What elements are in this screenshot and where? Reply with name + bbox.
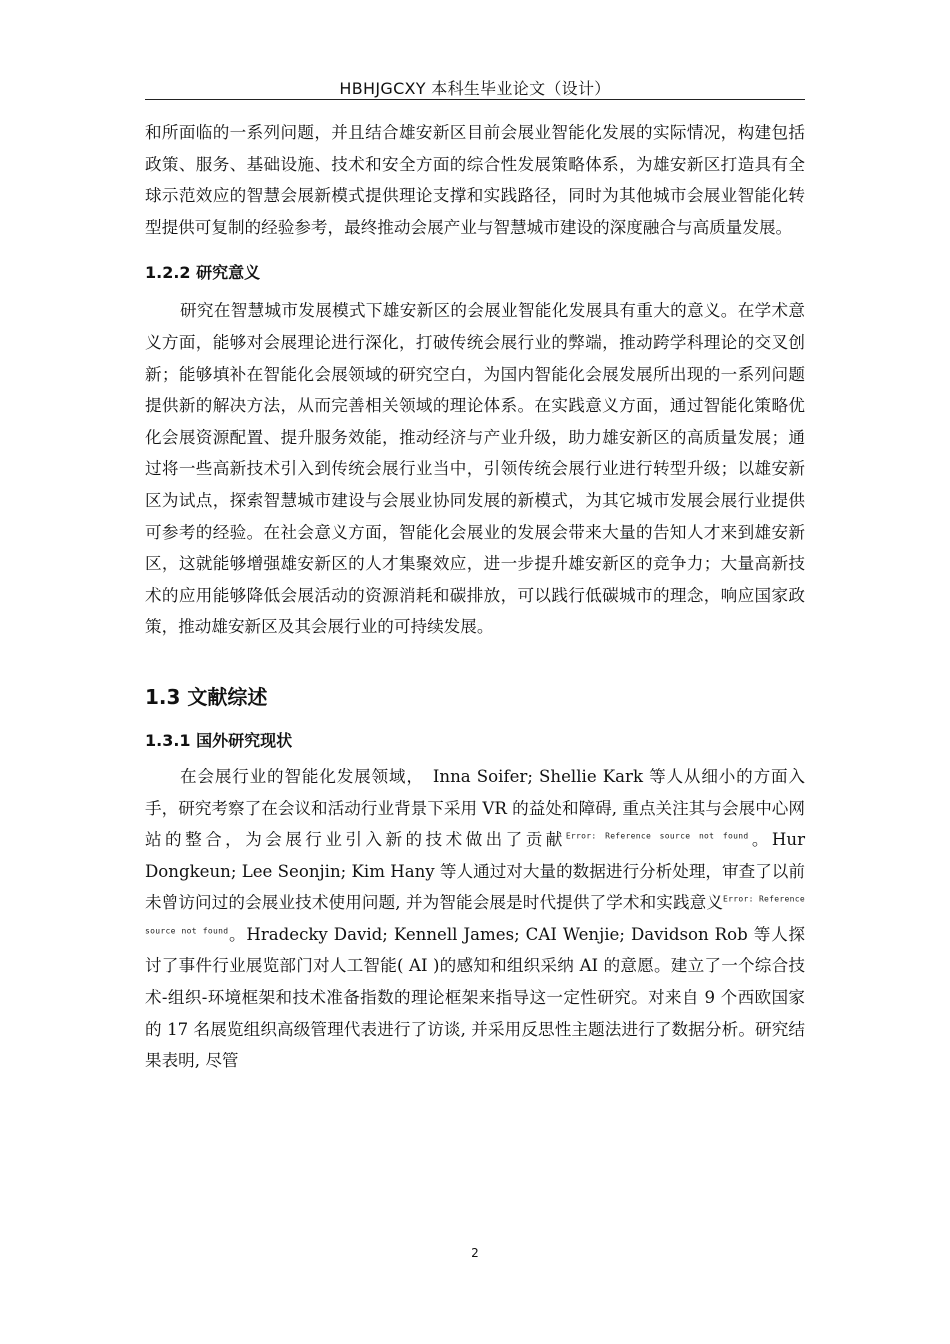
running-header: HBHJGCXY 本科生毕业论文（设计） — [339, 79, 611, 98]
page-body — [145, 117, 805, 1077]
foreign-research-paragraph — [145, 761, 805, 1077]
paragraph-text-part1: 在会展行业的智能化发展领域， Inna Soifer; Shellie Kark 等人从细小的方面入手，研究考察了在会议和活动行业背景下采用 VR 的益处和障碍, 重点关注其与会展中心网站的整合，为会展行业引入新的技术做出了贡献 — [145, 766, 805, 850]
section-heading-1-2-2: 1.2.2 研究意义 — [145, 263, 261, 283]
reference-error-1: Error: Reference source not found — [565, 831, 749, 841]
section-heading-1-3-1: 1.3.1 国外研究现状 — [145, 730, 293, 750]
header-rule — [145, 99, 805, 100]
paragraph-text-part2: 。Hur Dongkeun; Lee Seonjin; Kim Hany 等人通过对大量的数据进行分析处理，审查了以前未曾访问过的会展业技术使用问题, 并为智能会展是时代提供了学术和实践意义 — [145, 830, 806, 913]
section-heading-1-3: 1.3 文献综述 — [145, 684, 268, 709]
reference-error-2: Error: Reference source not found — [145, 894, 805, 936]
paragraph-text-part3: 。Hradecky David; Kennell James; CAI Wenjie; Davidson Rob 等人探讨了事件行业展览部门对人工智能( AI )的感知和组织采纳 AI 的意愿。建立了一个综合技术-组织-环境框架和技术准备指数的理论框架来指导这一定性研究。对来自 9 个西欧国家的 17 名展览组织高级管理代表进行了访谈, 并采用反思性主题法进行了数据分析。研究结果表明, 尽管 — [145, 924, 805, 1071]
research-significance-paragraph: 研究在智慧城市发展模式下雄安新区的会展业智能化发展具有重大的意义。在学术意义方面，能够对会展理论进行深化，打破传统会展行业的弊端，推动跨学科理论的交叉创新；能够填补在智能化会展领域的研究空白，为国内智能化会展发展所出现的一系列问题提供新的解决方法，从而完善相关领域的理论体系。在实践意义方面，通过智能化策略优化会展资源配置、提升服务效能，推动经济与产业升级，助力雄安新区的高质量发展；通过将一些高新技术引入到传统会展行业当中，引领传统会展行业进行转型升级；以雄安新区为试点，探索智慧城市建设与会展业协同发展的新模式，为其它城市发展会展行业提供可参考的经验。在社会意义方面，智能化会展业的发展会带来大量的告知人才来到雄安新区，这就能够增强雄安新区的人才集聚效应，进一步提升雄安新区的竞争力；大量高新技术的应用能够降低会展活动的资源消耗和碳排放，可以践行低碳城市的理念，响应国家政策，推动雄安新区及其会展行业的可持续发展。 — [145, 301, 805, 637]
intro-paragraph: 和所面临的一系列问题，并且结合雄安新区目前会展业智能化发展的实际情况，构建包括政策、服务、基础设施、技术和安全方面的综合性发展策略体系，为雄安新区打造具有全球示范效应的智慧会展新模式提供理论支撑和实践路径，同时为其他城市会展业智能化转型提供可复制的经验参考，最终推动会展产业与智慧城市建设的深度融合与高质量发展。 — [145, 123, 805, 237]
page-number: 2 — [471, 1246, 479, 1260]
